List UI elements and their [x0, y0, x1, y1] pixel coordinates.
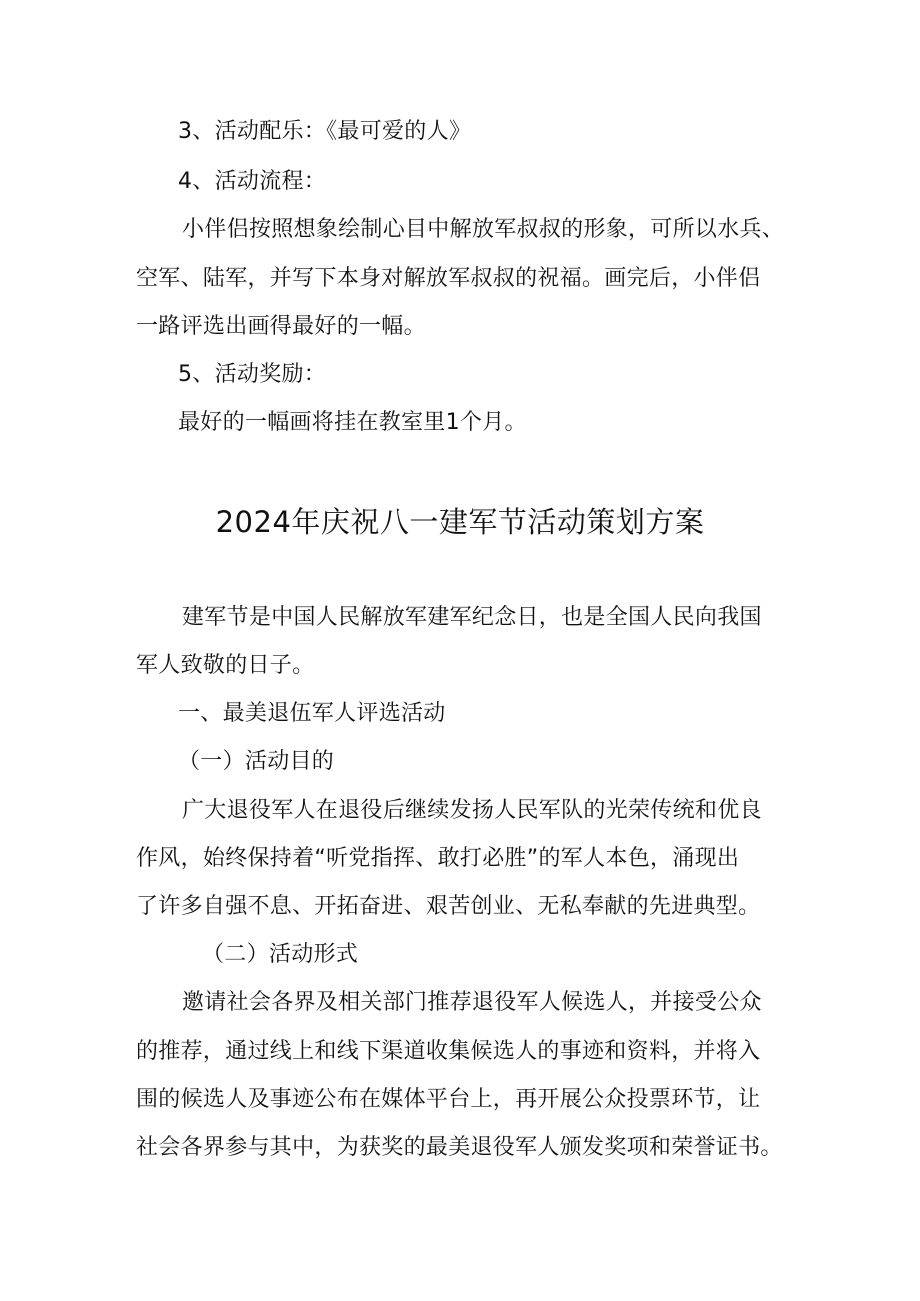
- process-text-line-3: 一路评选出画得最好的一幅。: [136, 314, 426, 339]
- reward-heading: 5、活动奖励：: [178, 362, 327, 387]
- process-heading: 4、活动流程：: [178, 169, 327, 194]
- form-line-3: 围的候选人及事迹公布在媒体平台上，再开展公众投票环节，让: [136, 1087, 761, 1112]
- purpose-line-2: 作风，始终保持着“听党指挥、敢打必胜”的军人本色，涌现出: [136, 846, 740, 871]
- purpose-heading: （一）活动目的: [178, 749, 335, 774]
- form-line-4: 社会各界参与其中，为获奖的最美退役军人颁发奖项和荣誉证书。: [136, 1135, 783, 1160]
- intro-line-1: 建军节是中国人民解放军建军纪念日，也是全国人民向我国: [182, 605, 762, 630]
- reward-text: 最好的一幅画将挂在教室里1个月。: [178, 410, 527, 435]
- purpose-line-1: 广大退役军人在退役后继续发扬人民军队的光荣传统和优良: [182, 798, 762, 823]
- music-line: 3、活动配乐：《最可爱的人》: [178, 119, 472, 144]
- page-title: 2024年庆祝八一建军节活动策划方案: [215, 505, 705, 539]
- process-text-line-2: 空军、陆军，并写下本身对解放军叔叔的祝福。画完后，小伴侣: [136, 266, 761, 291]
- form-line-1: 邀请社会各界及相关部门推荐退役军人候选人，并接受公众: [182, 990, 762, 1015]
- process-text-line-1: 小伴侣按照想象绘制心目中解放军叔叔的形象，可所以水兵、: [182, 217, 785, 242]
- form-heading: （二）活动形式: [202, 942, 359, 967]
- section-one-heading: 一、最美退伍军人评选活动: [178, 701, 446, 726]
- form-line-2: 的推荐，通过线上和线下渠道收集候选人的事迹和资料，并将入: [136, 1039, 761, 1064]
- intro-line-2: 军人致敬的日子。: [136, 653, 315, 678]
- purpose-line-3: 了许多自强不息、开拓奋进、艰苦创业、无私奉献的先进典型。: [136, 894, 761, 919]
